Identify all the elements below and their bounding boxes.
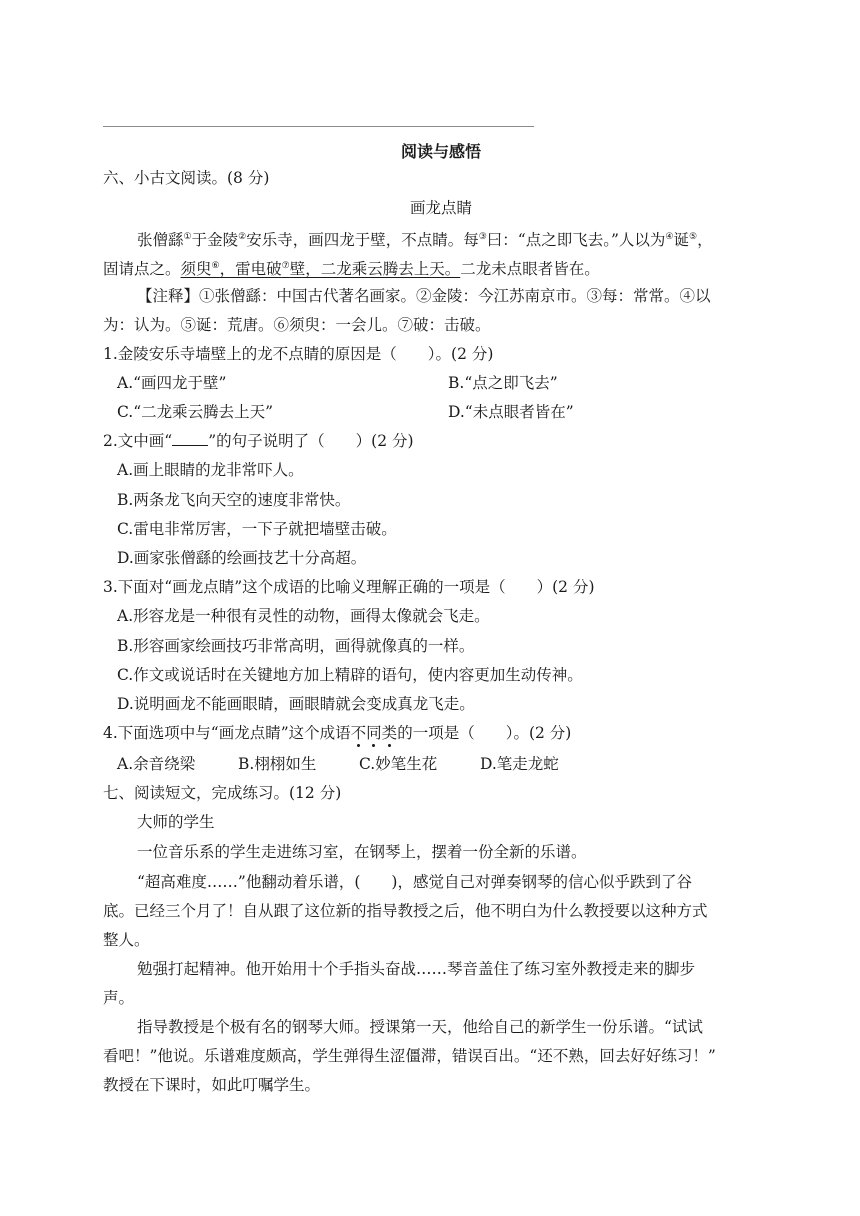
question-1-option-d[interactable]: D.“未点眼者皆在”: [448, 403, 574, 421]
stem-text: 4.下面选项中与“画龙点睛”这个成语: [103, 724, 351, 742]
q6-heading: 六、小古文阅读。(8 分): [103, 169, 270, 187]
q6-notes-line-1: 【注释】①张僧繇：中国古代著名画家。②金陵：今江苏南京市。③每：常常。④以: [137, 287, 711, 305]
q6-passage-line-2: [103, 256, 600, 279]
q6-notes-line-2: 为：认为。⑤诞：荒唐。⑥须臾：一会儿。⑦破：击破。: [103, 316, 491, 334]
question-4-option-c[interactable]: C.妙笔生花: [359, 755, 438, 773]
footnote-mark: ①: [183, 232, 192, 242]
q7-heading: 七、阅读短文，完成练习。(12 分): [103, 784, 342, 802]
passage-text: 固请点之。: [103, 260, 181, 278]
footnote-mark: ②: [238, 232, 247, 242]
question-3-option-b[interactable]: B.形容画家绘画技巧非常高明，画得就像真的一样。: [117, 637, 475, 655]
question-3-stem: 3.下面对“画龙点睛”这个成语的比喻义理解正确的一项是（ ）(2 分): [103, 578, 595, 596]
q7-passage-line: 整人。: [103, 931, 150, 949]
stem-text: ”的句子说明了（ ）(2 分): [208, 432, 414, 450]
question-1-option-a[interactable]: A.“画四龙于壁”: [117, 374, 227, 392]
question-3-option-c[interactable]: C.作文或说话时在关键地方加上精辟的语句，使内容更加生动传神。: [117, 666, 583, 684]
passage-text: 须臾: [180, 260, 212, 278]
q7-passage-line: 底。已经三个月了！自从跟了这位新的指导教授之后，他不明白为什么教授要以这种方式: [103, 902, 708, 920]
question-2-option-d[interactable]: D.画家张僧繇的绘画技艺十分高超。: [117, 549, 367, 567]
passage-text: 安乐寺，画四龙于壁，不点睛。每: [246, 231, 479, 249]
section-title: 阅读与感悟: [400, 142, 481, 161]
passage-text: 诞: [673, 231, 689, 249]
question-2-option-b[interactable]: B.两条龙飞向天空的速度非常快。: [117, 491, 351, 509]
question-3-option-a[interactable]: A.形容龙是一种很有灵性的动物，画得太像就会飞走。: [117, 607, 490, 625]
q7-passage-line: 看吧！”他说。乐谱难度颇高，学生弹得生涩僵滞，错误百出。“还不熟，回去好好练习！”: [103, 1047, 716, 1065]
q6-passage-line-1: [137, 227, 713, 250]
footnote-mark: ⑤: [688, 232, 698, 242]
footnote-mark: ⑥: [211, 261, 220, 271]
q6-passage-title: 画龙点睛: [409, 199, 472, 217]
question-4-stem: [103, 723, 571, 743]
footnote-mark: ③: [478, 232, 487, 242]
stem-text: 2.文中画“: [103, 432, 173, 450]
question-1-option-c[interactable]: C.“二龙乘云腾去上天”: [117, 403, 274, 421]
question-4-option-d[interactable]: D.笔走龙蛇: [480, 755, 559, 773]
header-rule: [103, 126, 534, 127]
q7-passage-line: 一位音乐系的学生走进练习室，在钢琴上，摆着一份全新的乐谱。: [137, 843, 587, 861]
question-1-option-b[interactable]: B.“点之即飞去”: [448, 374, 558, 392]
passage-text: 曰：“点之即飞去。”人以为: [486, 231, 666, 249]
q7-passage-line: “超高难度……”他翻动着乐谱，( )，感觉自己对弹奏钢琴的信心似乎跌到了谷: [137, 873, 692, 891]
question-4-option-b[interactable]: B.栩栩如生: [238, 755, 317, 773]
q7-passage-line: 教授在下课时，如此叮嘱学生。: [103, 1076, 321, 1094]
passage-text: 二龙未点眼者皆在。: [460, 260, 600, 278]
question-2-option-a[interactable]: A.画上眼睛的龙非常吓人。: [117, 461, 304, 479]
question-4-option-a[interactable]: A.余音绕梁: [117, 755, 196, 773]
underline-blank: [172, 431, 208, 446]
footnote-mark: ④: [665, 232, 674, 242]
question-3-option-d[interactable]: D.说明画龙不能画眼睛，画眼睛就会变成真龙飞走。: [117, 695, 475, 713]
q7-passage-line: 勉强打起精神。他开始用十个手指头奋战……琴音盖住了练习室外教授走来的脚步: [137, 960, 696, 978]
footnote-mark: ⑦: [281, 261, 290, 271]
question-2-stem: [103, 431, 414, 451]
question-1-stem: 1.金陵安乐寺墙壁上的龙不点睛的原因是（ ）。(2 分): [103, 345, 494, 363]
passage-text: 张僧繇: [137, 231, 184, 249]
stem-text: 的一项是（ ）。(2 分): [397, 724, 572, 742]
q7-passage-line: 声。: [103, 989, 135, 1007]
passage-text: 于金陵: [191, 231, 239, 249]
q7-passage-title: 大师的学生: [137, 813, 215, 831]
q7-passage-line: 指导教授是个极有名的钢琴大师。授课第一天，他给自己的新学生一份乐谱。“试试: [137, 1018, 703, 1036]
passage-text: 壁，二龙乘云腾去上天。: [289, 260, 461, 278]
passage-text: ，雷电破: [219, 260, 282, 278]
underlined-sentence: [181, 260, 461, 278]
passage-text: ，: [697, 231, 713, 249]
emphasis-dotted-text: 不同类: [350, 724, 398, 742]
question-2-option-c[interactable]: C.雷电非常厉害，一下子就把墙壁击破。: [117, 520, 397, 538]
